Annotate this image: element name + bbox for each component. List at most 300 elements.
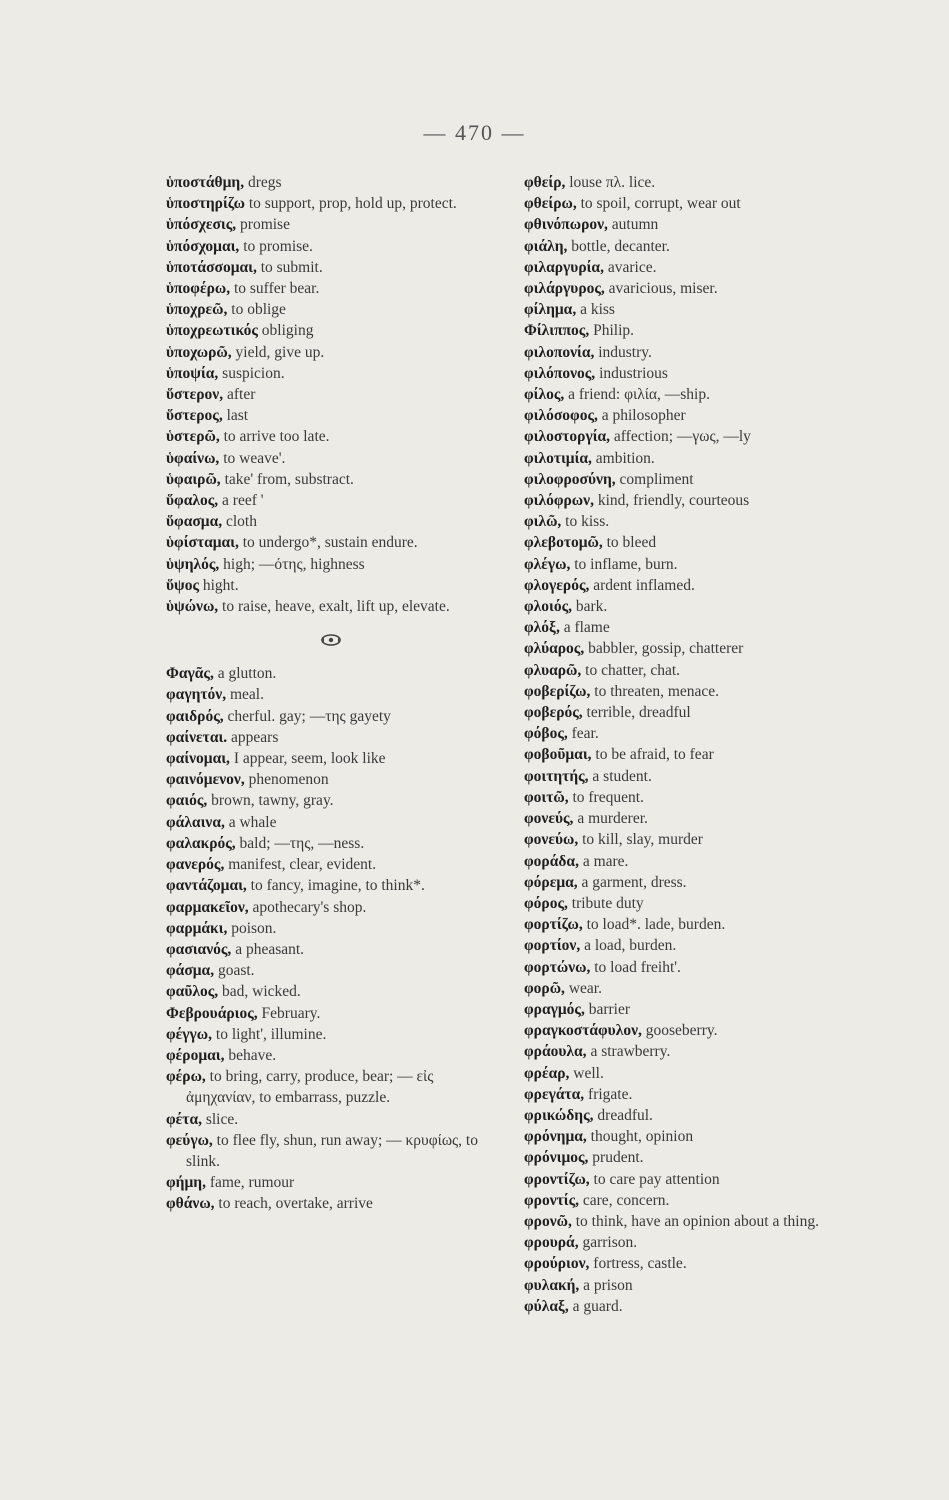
headword: φρονῶ, [524, 1212, 572, 1230]
headword: φιλοτιμία, [524, 449, 592, 467]
dictionary-entry [166, 363, 496, 384]
headword: ὑφαιρῶ, [166, 470, 221, 488]
dictionary-entry [524, 1084, 869, 1105]
headword: φονεύς, [524, 810, 574, 828]
headword: ὕστερος, [166, 407, 223, 425]
headword: ὕστερον, [166, 386, 224, 404]
dictionary-entry [166, 875, 496, 896]
headword: φέτα, [166, 1110, 202, 1128]
definition: to light', illumine. [215, 1025, 327, 1043]
headword: φαινόμενον, [166, 771, 245, 789]
definition: industrious [599, 364, 668, 382]
definition: a pheasant. [235, 940, 305, 958]
headword: φαγητόν, [166, 686, 227, 704]
headword: φαρμάκι, [166, 919, 228, 937]
headword: φίλος, [524, 386, 565, 404]
definition: February. [261, 1004, 321, 1022]
headword: φλοιός, [524, 598, 573, 616]
dictionary-entry [524, 448, 869, 469]
headword: φιλοστοργία, [524, 428, 611, 446]
definition: care, concern. [582, 1191, 670, 1209]
dictionary-entry [524, 808, 869, 829]
definition: to care pay attention [593, 1170, 720, 1188]
headword: φραγκοστάφυλον, [524, 1022, 642, 1040]
headword: ὑποστηρίζω [166, 195, 245, 213]
definition: meal. [229, 686, 264, 704]
definition: to kill, slay, murder [582, 831, 703, 849]
dictionary-entry [166, 405, 496, 426]
definition: cloth [226, 513, 257, 531]
dictionary-entry [524, 1041, 869, 1062]
dictionary-entry [166, 1172, 496, 1193]
headword: φλόξ, [524, 619, 560, 637]
definition: after [226, 386, 256, 404]
headword: φρουρά, [524, 1234, 579, 1252]
definition: take' from, substract. [224, 470, 354, 488]
dictionary-entry [524, 1296, 869, 1317]
page-number: — 470 — [423, 120, 526, 145]
dictionary-entry [166, 1003, 496, 1024]
headword: φέρω, [166, 1068, 206, 1086]
definition: a prison [583, 1276, 633, 1294]
headword: φρικώδης, [524, 1106, 594, 1124]
dictionary-entry [166, 426, 496, 447]
headword: φθείρω, [524, 195, 577, 213]
definition: louse πλ. lice. [569, 174, 656, 191]
headword: φύλαξ, [524, 1297, 569, 1315]
definition: bottle, decanter. [571, 237, 670, 255]
definition: bark. [575, 598, 608, 616]
definition: a glutton. [217, 665, 277, 683]
headword: φιλάργυρος, [524, 280, 605, 298]
dictionary-entry [524, 999, 869, 1020]
definition: ambition. [595, 449, 655, 467]
definition: fame, rumour [209, 1174, 295, 1192]
definition: babbler, gossip, chatterer [588, 640, 744, 658]
dictionary-entry [524, 893, 869, 914]
definition: to weave'. [223, 449, 286, 467]
headword: ὑφίσταμαι, [166, 534, 239, 552]
dictionary-entry [166, 663, 496, 684]
dictionary-entry [166, 236, 496, 257]
definition: hight. [202, 576, 239, 594]
dictionary-entry [166, 278, 496, 299]
headword: φαλακρός, [166, 834, 236, 852]
headword: φανερός, [166, 856, 225, 874]
headword: φαίνεται. [166, 728, 228, 746]
definition: a flame [563, 619, 610, 637]
dictionary-entry [524, 278, 869, 299]
headword: φλεβοτομῶ, [524, 534, 603, 552]
headword: φιλοπονία, [524, 343, 595, 361]
definition: bad, wicked. [222, 983, 301, 1001]
headword: φυλακή, [524, 1276, 580, 1294]
phi-continued-section [524, 172, 869, 1317]
headword: ὑφαίνω, [166, 449, 220, 467]
headword: φλύαρος, [524, 640, 585, 658]
dictionary-entry [524, 1126, 869, 1147]
headword: φρόνιμος, [524, 1149, 589, 1167]
dictionary-entry [524, 299, 869, 320]
definition: dregs [247, 174, 282, 191]
dictionary-entry [166, 812, 496, 833]
definition: I appear, seem, look like [233, 750, 386, 768]
headword: φέρομαι, [166, 1046, 225, 1064]
dictionary-entry [524, 342, 869, 363]
headword: φιλόφρων, [524, 492, 594, 510]
dictionary-entry [166, 939, 496, 960]
headword: φαιδρός, [166, 707, 224, 725]
headword: ὑποψία, [166, 364, 219, 382]
definition: dreadful. [597, 1106, 653, 1124]
dictionary-entry [166, 981, 496, 1002]
headword: φλυαρῶ, [524, 661, 582, 679]
headword: φιλόσοφος, [524, 407, 598, 425]
dictionary-entry [166, 554, 496, 575]
headword: ὑποτάσσομαι, [166, 258, 257, 276]
headword: ὑπόσχεσις, [166, 216, 237, 234]
headword: φάλαινα, [166, 813, 225, 831]
dictionary-entry [166, 748, 496, 769]
definition: garrison. [582, 1234, 638, 1252]
dictionary-entry [166, 448, 496, 469]
headword: φόβος, [524, 725, 568, 743]
definition: tribute duty [571, 894, 644, 912]
dictionary-entry [524, 1253, 869, 1274]
headword: φήμη, [166, 1174, 206, 1192]
definition: autumn [611, 216, 659, 234]
headword: ὑψηλός, [166, 555, 220, 573]
headword: φάσμα, [166, 962, 215, 980]
definition: avarice. [607, 258, 657, 276]
headword: φόρεμα, [524, 873, 578, 891]
definition: to frequent. [572, 788, 644, 806]
dictionary-entry [166, 1045, 496, 1066]
dictionary-entry [166, 469, 496, 490]
dictionary-entry [166, 769, 496, 790]
definition: to reach, overtake, arrive [218, 1195, 373, 1213]
definition: a strawberry. [590, 1043, 671, 1061]
headword: φορτώνω, [524, 958, 591, 976]
dictionary-entry [166, 532, 496, 553]
definition: gooseberry. [645, 1022, 718, 1040]
dictionary-entry [524, 1105, 869, 1126]
dictionary-entry [524, 766, 869, 787]
headword: φθείρ, [524, 174, 566, 191]
headword: φρεγάτα, [524, 1085, 585, 1103]
headword: φεύγω, [166, 1131, 213, 1149]
headword: ὕφασμα, [166, 513, 223, 531]
dictionary-entry [524, 511, 869, 532]
headword: φιάλη, [524, 237, 568, 255]
headword: φοβερίζω, [524, 682, 591, 700]
headword: ὕφαλος, [166, 492, 219, 510]
dictionary-entry [524, 872, 869, 893]
definition: to kiss. [565, 513, 610, 531]
dictionary-entry [524, 935, 869, 956]
definition: last [226, 407, 249, 425]
dictionary-entry [524, 363, 869, 384]
definition: to chatter, chat. [585, 661, 681, 679]
headword: Φίλιππος, [524, 322, 590, 340]
definition: to arrive too late. [223, 428, 330, 446]
headword: φοιτῶ, [524, 788, 569, 806]
dictionary-entry [524, 744, 869, 765]
definition: a whale [228, 813, 277, 831]
definition: bald; —της, —ness. [239, 834, 365, 852]
definition: a kiss [580, 301, 615, 319]
dictionary-entry [166, 214, 496, 235]
definition: to flee fly, shun, run away; — κρυφίως, to slink. [186, 1131, 478, 1170]
headword: φαιός, [166, 792, 208, 810]
definition: wear. [568, 979, 602, 997]
dictionary-entry [166, 172, 496, 193]
headword: φθάνω, [166, 1195, 215, 1213]
headword: φροντίζω, [524, 1170, 590, 1188]
dictionary-entry [524, 1169, 869, 1190]
definition: a friend: φιλία, —ship. [568, 386, 710, 404]
headword: φοράδα, [524, 852, 579, 870]
headword: φαίνομαι, [166, 750, 230, 768]
left-column [166, 172, 496, 1215]
definition: to suffer bear. [233, 280, 320, 298]
headword: φλέγω, [524, 555, 571, 573]
definition: to submit. [260, 258, 323, 276]
dictionary-entry [166, 1193, 496, 1214]
headword: φρόνημα, [524, 1128, 587, 1146]
right-column [524, 172, 869, 1317]
definition: terrible, dreadful [586, 704, 691, 722]
headword: ὑπόσχομαι, [166, 237, 240, 255]
dictionary-entry [524, 172, 869, 193]
definition: obliging [261, 322, 314, 340]
dictionary-entry [166, 918, 496, 939]
definition: appears [231, 728, 279, 746]
headword: φορτίον, [524, 937, 581, 955]
definition: a garment, dress. [581, 873, 687, 891]
definition: to bleed [606, 534, 657, 552]
definition: to oblige [231, 301, 286, 319]
definition: cherful. gay; —της gayety [227, 707, 391, 725]
dictionary-entry [166, 960, 496, 981]
dictionary-entry [524, 660, 869, 681]
definition: a load, burden. [584, 937, 677, 955]
dictionary-entry [166, 342, 496, 363]
headword: φορτίζω, [524, 916, 583, 934]
dictionary-entry [166, 897, 496, 918]
headword: φιλαργυρία, [524, 258, 604, 276]
headword: ὕψος [166, 576, 199, 594]
definition: to bring, carry, produce, bear; — εἰς ἀμηχανίαν, to embarrass, puzzle. [186, 1068, 434, 1107]
definition: promise [240, 216, 290, 234]
headword: φορῶ, [524, 979, 565, 997]
headword: ὑποχρεωτικός [166, 322, 258, 340]
definition: avaricious, miser. [608, 280, 718, 298]
definition: fear. [571, 725, 599, 743]
definition: manifest, clear, evident. [228, 856, 377, 874]
headword: φροντίς, [524, 1191, 580, 1209]
dictionary-entry [166, 1109, 496, 1130]
dictionary-entry [524, 723, 869, 744]
headword: φθινόπωρον, [524, 216, 608, 234]
definition: a reef ' [222, 492, 264, 510]
headword: ὑποχρεῶ, [166, 301, 228, 319]
dictionary-entry [524, 1020, 869, 1041]
headword: φασιανός, [166, 940, 232, 958]
headword: Φεβρουάριος, [166, 1004, 258, 1022]
headword: φαῦλος, [166, 983, 219, 1001]
dictionary-entry [524, 957, 869, 978]
headword: ὑψώνω, [166, 598, 219, 616]
section-ornament-icon [166, 617, 496, 663]
headword: Φαγᾶς, [166, 665, 214, 683]
definition: fortress, castle. [593, 1255, 687, 1273]
definition: slice. [205, 1110, 239, 1128]
dictionary-entry [166, 384, 496, 405]
definition: a mare. [582, 852, 629, 870]
definition: a student. [592, 767, 652, 785]
definition: to load freiht'. [594, 958, 681, 976]
dictionary-entry [166, 1024, 496, 1045]
dictionary-entry [166, 596, 496, 617]
dictionary-entry [524, 851, 869, 872]
dictionary-entry [524, 914, 869, 935]
headword: φρούριον, [524, 1255, 590, 1273]
dictionary-entry [166, 854, 496, 875]
headword: ὑποστάθμη, [166, 174, 245, 191]
dictionary-entry [524, 829, 869, 850]
dictionary-entry [524, 1063, 869, 1084]
definition: to threaten, menace. [594, 682, 720, 700]
definition: suspicion. [222, 364, 285, 382]
dictionary-entry [166, 490, 496, 511]
dictionary-entry [166, 511, 496, 532]
headword: ὑστερῶ, [166, 428, 220, 446]
definition: to raise, heave, exalt, lift up, elevate. [222, 598, 450, 616]
definition: to inflame, burn. [574, 555, 678, 573]
phi-section [166, 663, 496, 1214]
dictionary-entry [524, 532, 869, 553]
definition: a murderer. [577, 810, 648, 828]
dictionary-entry [524, 469, 869, 490]
definition: to undergo*, sustain endure. [242, 534, 418, 552]
headword: φόρος, [524, 894, 568, 912]
definition: behave. [228, 1046, 277, 1064]
headword: φονεύω, [524, 831, 579, 849]
definition: to support, prop, hold up, protect. [248, 195, 457, 213]
headword: φιλοφροσύνη, [524, 470, 616, 488]
definition: to fancy, imagine, to think*. [250, 877, 425, 895]
dictionary-entry [524, 1190, 869, 1211]
dictionary-entry [524, 1147, 869, 1168]
definition: barrier [588, 1000, 631, 1018]
dictionary-entry [524, 1275, 869, 1296]
dictionary-entry [166, 193, 496, 214]
definition: to spoil, corrupt, wear out [580, 195, 741, 213]
headword: φοιτητής, [524, 767, 589, 785]
dictionary-entry [524, 214, 869, 235]
dictionary-entry [524, 638, 869, 659]
definition: high; —ότης, highness [223, 555, 365, 573]
definition: industry. [598, 343, 652, 361]
dictionary-entry [524, 702, 869, 723]
dictionary-entry [524, 681, 869, 702]
definition: thought, opinion [590, 1128, 694, 1146]
dictionary-entry [524, 617, 869, 638]
dictionary-entry [524, 978, 869, 999]
definition: brown, tawny, gray. [211, 792, 334, 810]
headword: φοβερός, [524, 704, 583, 722]
dictionary-entry [524, 1211, 869, 1232]
definition: to promise. [243, 237, 313, 255]
headword: φαρμακεῖον, [166, 898, 249, 916]
dictionary-entry [524, 193, 869, 214]
definition: phenomenon [248, 771, 329, 789]
dictionary-entry [524, 236, 869, 257]
dictionary-entry [166, 684, 496, 705]
dictionary-entry [524, 596, 869, 617]
headword: φρέαρ, [524, 1064, 570, 1082]
headword: φοβοῦμαι, [524, 746, 592, 764]
dictionary-entry [524, 575, 869, 596]
dictionary-entry [524, 554, 869, 575]
headword: φράουλα, [524, 1043, 587, 1061]
headword: φίλημα, [524, 301, 577, 319]
dictionary-entry [166, 257, 496, 278]
headword: φαντάζομαι, [166, 877, 247, 895]
definition: yield, give up. [235, 343, 325, 361]
upsilon-section [166, 172, 496, 617]
dictionary-entry [524, 257, 869, 278]
headword: φιλῶ, [524, 513, 562, 531]
definition: compliment [619, 470, 694, 488]
dictionary-entry [524, 405, 869, 426]
definition: a philosopher [601, 407, 686, 425]
dictionary-entry [166, 1066, 496, 1108]
definition: kind, friendly, courteous [597, 492, 750, 510]
definition: well. [573, 1064, 604, 1082]
dictionary-entry [166, 706, 496, 727]
dictionary-entry [524, 384, 869, 405]
definition: affection; —γως, —ly [613, 428, 751, 446]
dictionary-entry [524, 426, 869, 447]
headword: φραγμός, [524, 1000, 585, 1018]
definition: Philip. [593, 322, 635, 340]
definition: to be afraid, to fear [595, 746, 714, 764]
headword: ὑποχωρῶ, [166, 343, 232, 361]
dictionary-entry [524, 490, 869, 511]
definition: ardent inflamed. [593, 576, 695, 594]
definition: apothecary's shop. [252, 898, 367, 916]
definition: prudent. [592, 1149, 644, 1167]
headword: φέγγω, [166, 1025, 213, 1043]
dictionary-entry [166, 575, 496, 596]
definition: goast. [217, 962, 255, 980]
definition: poison. [231, 919, 277, 937]
dictionary-entry [524, 787, 869, 808]
dictionary-entry [166, 790, 496, 811]
dictionary-entry [524, 320, 869, 341]
dictionary-entry [166, 833, 496, 854]
dictionary-entry [166, 299, 496, 320]
definition: to load*. lade, burden. [586, 916, 726, 934]
definition: to think, have an opinion about a thing. [575, 1212, 819, 1230]
definition: frigate. [588, 1085, 633, 1103]
dictionary-entry [166, 1130, 496, 1172]
headword: φλογερός, [524, 576, 590, 594]
dictionary-entry [166, 320, 496, 341]
headword: ὑποφέρω, [166, 280, 231, 298]
